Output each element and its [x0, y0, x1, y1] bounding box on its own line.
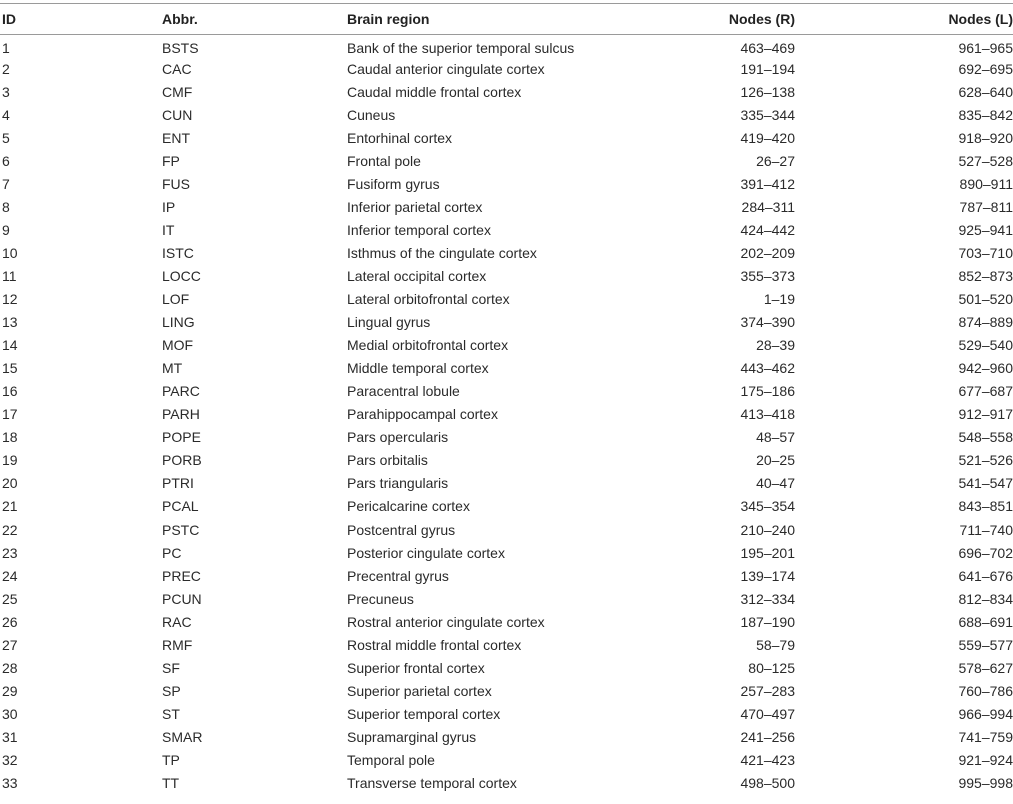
cell-nodes-l: 925–941: [958, 221, 1013, 238]
cell-nodes-r: 355–373: [740, 267, 795, 284]
cell-brain-region: Superior temporal cortex: [347, 705, 501, 722]
cell-brain-region: Rostral middle frontal cortex: [347, 636, 522, 653]
cell-abbr: PSTC: [162, 521, 200, 538]
cell-brain-region: Inferior temporal cortex: [347, 221, 491, 238]
cell-nodes-r: 284–311: [741, 198, 795, 215]
table-row: [0, 772, 1013, 795]
cell-nodes-l: 527–528: [958, 152, 1013, 169]
table-row: [0, 57, 1013, 80]
cell-brain-region: Middle temporal cortex: [347, 360, 489, 377]
cell-id: 21: [2, 498, 18, 515]
cell-nodes-l: 942–960: [958, 360, 1013, 377]
table-row: [0, 472, 1013, 495]
cell-id: 28: [2, 659, 18, 676]
table-row: [0, 702, 1013, 725]
cell-id: 14: [2, 337, 18, 354]
cell-nodes-r: 443–462: [740, 360, 795, 377]
cell-nodes-l: 559–577: [958, 636, 1013, 653]
table-row: [0, 564, 1013, 587]
cell-nodes-r: 210–240: [740, 521, 795, 538]
header-id: ID: [2, 11, 16, 27]
cell-nodes-r: 1–19: [763, 291, 795, 308]
cell-abbr: RAC: [162, 613, 192, 630]
cell-abbr: LING: [162, 314, 195, 331]
cell-brain-region: Fusiform gyrus: [347, 175, 440, 192]
cell-id: 13: [2, 314, 18, 331]
cell-id: 29: [2, 682, 18, 699]
header-abbr: Abbr.: [162, 11, 198, 27]
cell-abbr: SP: [162, 682, 181, 699]
cell-id: 25: [2, 590, 18, 607]
cell-brain-region: Pericalcarine cortex: [347, 498, 470, 515]
table-row: [0, 748, 1013, 771]
cell-nodes-l: 703–710: [958, 244, 1013, 261]
cell-nodes-r: 40–47: [756, 475, 795, 492]
cell-abbr: MT: [162, 360, 183, 377]
cell-nodes-r: 463–469: [740, 39, 795, 56]
table-row: [0, 195, 1013, 218]
cell-nodes-r: 421–423: [740, 751, 795, 768]
cell-nodes-l: 641–676: [958, 567, 1013, 584]
cell-id: 9: [2, 221, 10, 238]
cell-abbr: FP: [162, 152, 180, 169]
table-row: [0, 495, 1013, 518]
cell-id: 2: [2, 60, 10, 77]
table-row: [0, 80, 1013, 103]
cell-brain-region: Bank of the superior temporal sulcus: [347, 39, 575, 56]
cell-brain-region: Pars opercularis: [347, 429, 449, 446]
cell-id: 7: [2, 175, 10, 192]
table-row: [0, 264, 1013, 287]
cell-nodes-l: 835–842: [958, 106, 1013, 123]
cell-brain-region: Paracentral lobule: [347, 383, 460, 400]
cell-nodes-r: 126–138: [740, 83, 795, 100]
table-row: [0, 241, 1013, 264]
table-row: [0, 426, 1013, 449]
cell-id: 5: [2, 129, 10, 146]
cell-brain-region: Lateral orbitofrontal cortex: [347, 291, 510, 308]
cell-brain-region: Caudal anterior cingulate cortex: [347, 60, 545, 77]
cell-brain-region: Caudal middle frontal cortex: [347, 83, 522, 100]
cell-nodes-r: 191–194: [740, 60, 795, 77]
cell-id: 12: [2, 291, 18, 308]
cell-nodes-l: 501–520: [958, 291, 1013, 308]
cell-id: 3: [2, 83, 10, 100]
cell-id: 23: [2, 544, 18, 561]
cell-brain-region: Precentral gyrus: [347, 567, 449, 584]
cell-nodes-r: 413–418: [740, 406, 795, 423]
cell-nodes-l: 578–627: [958, 659, 1013, 676]
cell-nodes-l: 541–547: [958, 475, 1013, 492]
cell-brain-region: Cuneus: [347, 106, 396, 123]
cell-nodes-r: 58–79: [756, 636, 795, 653]
table-row: [0, 357, 1013, 380]
cell-nodes-l: 677–687: [958, 383, 1013, 400]
cell-nodes-l: 548–558: [958, 429, 1013, 446]
cell-abbr: ENT: [162, 129, 190, 146]
cell-abbr: PARC: [162, 383, 200, 400]
cell-brain-region: Posterior cingulate cortex: [347, 544, 505, 561]
cell-nodes-r: 419–420: [740, 129, 795, 146]
table-row: [0, 610, 1013, 633]
cell-id: 32: [2, 751, 18, 768]
cell-nodes-r: 345–354: [740, 498, 795, 515]
cell-nodes-r: 28–39: [756, 337, 795, 354]
table-row: [0, 380, 1013, 403]
cell-nodes-l: 961–965: [958, 39, 1013, 56]
cell-abbr: PCAL: [162, 498, 199, 515]
cell-id: 16: [2, 383, 18, 400]
cell-abbr: ISTC: [162, 244, 194, 261]
cell-nodes-l: 628–640: [958, 83, 1013, 100]
cell-nodes-r: 48–57: [756, 429, 795, 446]
cell-id: 4: [2, 106, 10, 123]
table-row: [0, 587, 1013, 610]
cell-abbr: PTRI: [162, 475, 194, 492]
cell-abbr: IT: [162, 221, 175, 238]
cell-abbr: CMF: [162, 83, 193, 100]
cell-nodes-l: 760–786: [958, 682, 1013, 699]
cell-brain-region: Entorhinal cortex: [347, 129, 453, 146]
cell-brain-region: Pars orbitalis: [347, 452, 428, 469]
cell-nodes-l: 995–998: [958, 775, 1013, 792]
cell-abbr: FUS: [162, 175, 190, 192]
cell-abbr: TP: [162, 751, 180, 768]
cell-brain-region: Lateral occipital cortex: [347, 267, 487, 284]
table-row: [0, 311, 1013, 334]
cell-brain-region: Rostral anterior cingulate cortex: [347, 613, 545, 630]
cell-abbr: CUN: [162, 106, 193, 123]
cell-nodes-r: 26–27: [756, 152, 795, 169]
cell-abbr: LOF: [162, 291, 190, 308]
cell-nodes-r: 175–186: [740, 383, 795, 400]
cell-nodes-l: 741–759: [958, 728, 1013, 745]
cell-id: 22: [2, 521, 18, 538]
cell-abbr: PREC: [162, 567, 201, 584]
cell-brain-region: Medial orbitofrontal cortex: [347, 337, 509, 354]
table-row: [0, 172, 1013, 195]
table-row: [0, 725, 1013, 748]
cell-nodes-l: 890–911: [959, 175, 1013, 192]
cell-brain-region: Temporal pole: [347, 751, 435, 768]
cell-brain-region: Parahippocampal cortex: [347, 406, 498, 423]
cell-nodes-l: 843–851: [958, 498, 1013, 515]
cell-brain-region: Postcentral gyrus: [347, 521, 456, 538]
cell-nodes-l: 912–917: [958, 406, 1013, 423]
table-row: [0, 449, 1013, 472]
table-body: [0, 34, 1013, 795]
cell-abbr: MOF: [162, 337, 194, 354]
cell-id: 24: [2, 567, 18, 584]
cell-nodes-l: 688–691: [958, 613, 1013, 630]
cell-nodes-l: 696–702: [958, 544, 1013, 561]
cell-abbr: LOCC: [162, 267, 201, 284]
cell-nodes-r: 257–283: [740, 682, 795, 699]
table-row: [0, 679, 1013, 702]
cell-nodes-l: 521–526: [958, 452, 1013, 469]
table-row: [0, 218, 1013, 241]
cell-brain-region: Inferior parietal cortex: [347, 198, 483, 215]
header-brain-region: Brain region: [347, 11, 430, 27]
table-row: [0, 403, 1013, 426]
cell-nodes-l: 692–695: [958, 60, 1013, 77]
header-nodes-l: Nodes (L): [948, 11, 1013, 27]
table-row: [0, 633, 1013, 656]
cell-nodes-r: 241–256: [740, 728, 795, 745]
cell-abbr: POPE: [162, 429, 201, 446]
cell-nodes-r: 498–500: [740, 775, 795, 792]
table-row: [0, 656, 1013, 679]
cell-brain-region: Pars triangularis: [347, 475, 449, 492]
cell-id: 20: [2, 475, 18, 492]
cell-id: 33: [2, 775, 18, 792]
table-header: [0, 4, 1013, 34]
cell-abbr: ST: [162, 705, 180, 722]
cell-nodes-r: 195–201: [740, 544, 795, 561]
cell-abbr: CAC: [162, 60, 192, 77]
cell-brain-region: Supramarginal gyrus: [347, 728, 477, 745]
cell-nodes-r: 424–442: [740, 221, 795, 238]
table-row: [0, 334, 1013, 357]
cell-abbr: TT: [162, 775, 180, 792]
cell-abbr: PARH: [162, 406, 200, 423]
header-row: [0, 4, 1013, 34]
cell-nodes-r: 312–334: [740, 590, 795, 607]
cell-abbr: PC: [162, 544, 182, 561]
cell-nodes-r: 374–390: [740, 314, 795, 331]
cell-brain-region: Lingual gyrus: [347, 314, 431, 331]
cell-nodes-r: 470–497: [740, 705, 795, 722]
cell-nodes-l: 711–740: [959, 521, 1013, 538]
cell-brain-region: Transverse temporal cortex: [347, 775, 517, 792]
cell-nodes-l: 852–873: [958, 267, 1013, 284]
table-row: [0, 103, 1013, 126]
table-row: [0, 288, 1013, 311]
cell-id: 10: [2, 244, 18, 261]
cell-brain-region: Frontal pole: [347, 152, 421, 169]
cell-id: 15: [2, 360, 18, 377]
cell-abbr: IP: [162, 198, 176, 215]
cell-id: 8: [2, 198, 10, 215]
cell-abbr: BSTS: [162, 39, 199, 56]
cell-nodes-l: 812–834: [958, 590, 1013, 607]
cell-nodes-r: 80–125: [748, 659, 795, 676]
cell-id: 26: [2, 613, 18, 630]
cell-brain-region: Superior parietal cortex: [347, 682, 492, 699]
cell-abbr: PORB: [162, 452, 202, 469]
cell-brain-region: Isthmus of the cingulate cortex: [347, 244, 537, 261]
cell-nodes-l: 787–811: [959, 198, 1013, 215]
cell-brain-region: Precuneus: [347, 590, 414, 607]
cell-id: 17: [2, 406, 18, 423]
cell-abbr: RMF: [162, 636, 193, 653]
cell-id: 6: [2, 152, 10, 169]
cell-nodes-r: 20–25: [756, 452, 795, 469]
cell-id: 19: [2, 452, 18, 469]
cell-nodes-l: 918–920: [958, 129, 1013, 146]
table-row: [0, 149, 1013, 172]
cell-id: 1: [2, 39, 10, 56]
cell-nodes-r: 202–209: [740, 244, 795, 261]
cell-id: 11: [2, 267, 17, 284]
cell-id: 30: [2, 705, 18, 722]
cell-brain-region: Superior frontal cortex: [347, 659, 485, 676]
header-nodes-r: Nodes (R): [728, 11, 795, 27]
cell-id: 27: [2, 636, 18, 653]
cell-nodes-r: 335–344: [740, 106, 795, 123]
table-row: [0, 34, 1013, 57]
cell-nodes-r: 187–190: [740, 613, 795, 630]
cell-nodes-r: 391–412: [740, 175, 795, 192]
cell-abbr: PCUN: [162, 590, 202, 607]
cell-id: 31: [2, 728, 18, 745]
cell-nodes-l: 529–540: [958, 337, 1013, 354]
cell-abbr: SF: [162, 659, 180, 676]
table-row: [0, 518, 1013, 541]
cell-abbr: SMAR: [162, 728, 203, 745]
cell-nodes-l: 966–994: [958, 705, 1013, 722]
table-row: [0, 126, 1013, 149]
table-row: [0, 541, 1013, 564]
cell-nodes-r: 139–174: [740, 567, 795, 584]
cell-nodes-l: 921–924: [958, 751, 1013, 768]
data-table: [0, 4, 1013, 795]
cell-id: 18: [2, 429, 18, 446]
cell-nodes-l: 874–889: [958, 314, 1013, 331]
